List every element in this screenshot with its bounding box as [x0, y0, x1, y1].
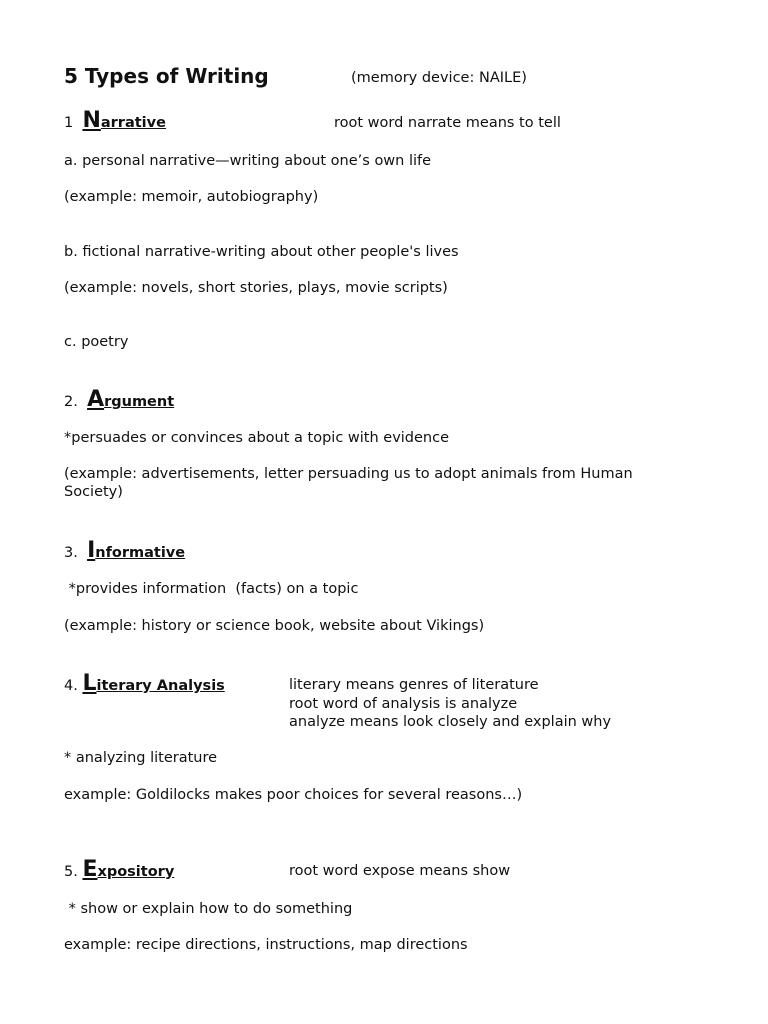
section-name-rest: xpository: [97, 864, 175, 880]
argument-line-definition: *persuades or convinces about a topic with evidence: [64, 430, 450, 446]
section-initial: E: [82, 857, 98, 882]
section-number: 5.: [64, 864, 78, 880]
section-number: 4.: [64, 678, 78, 694]
document-title: 5 Types of Writing: [64, 64, 269, 88]
informative-line-definition: *provides information (facts) on a topic: [64, 581, 359, 597]
literary-definition-1: literary means genres of literature: [289, 677, 539, 693]
informative-line-example: (example: history or science book, website about Vikings): [64, 618, 485, 634]
section-heading-expository: [64, 856, 174, 886]
section-name-rest: rgument: [104, 394, 175, 410]
section-number: 2.: [64, 394, 78, 410]
literary-definition-2: root word of analysis is analyze: [289, 696, 518, 712]
section-heading-narrative: [64, 107, 166, 137]
section-initial: I: [87, 538, 96, 563]
section-name-rest: arrative: [100, 115, 166, 131]
narrative-line-fictional-example: (example: novels, short stories, plays, movie scripts): [64, 280, 448, 296]
section-number: 1: [64, 115, 74, 131]
expository-line-example: example: recipe directions, instructions, map directions: [64, 937, 468, 953]
section-initial: N: [82, 108, 101, 133]
expository-line-definition: * show or explain how to do something: [64, 901, 353, 917]
literary-line-definition: * analyzing literature: [64, 750, 218, 766]
argument-line-example: (example: advertisements, letter persuading us to adopt animals from Human Society): [64, 466, 633, 500]
literary-line-example: example: Goldilocks makes poor choices for several reasons…): [64, 787, 523, 803]
section-name-rest: iterary Analysis: [96, 678, 225, 694]
narrative-line-personal: a. personal narrative—writing about one’s own life: [64, 153, 432, 169]
literary-definition-3: analyze means look closely and explain why: [289, 714, 612, 730]
section-number: 3.: [64, 545, 78, 561]
section-heading-argument: [64, 386, 174, 416]
section-name-rest: nformative: [95, 545, 186, 561]
narrative-line-fictional: b. fictional narrative-writing about other people's lives: [64, 244, 459, 260]
memory-device-note: (memory device: NAILE): [351, 70, 527, 86]
section-initial: A: [87, 387, 105, 412]
section-heading-literary-analysis: [64, 670, 225, 700]
narrative-line-poetry: c. poetry: [64, 334, 129, 350]
section-initial: L: [82, 671, 97, 696]
narrative-line-personal-example: (example: memoir, autobiography): [64, 189, 319, 205]
section-heading-informative: [64, 537, 185, 567]
narrative-definition: root word narrate means to tell: [334, 115, 561, 131]
expository-definition: root word expose means show: [289, 863, 511, 879]
